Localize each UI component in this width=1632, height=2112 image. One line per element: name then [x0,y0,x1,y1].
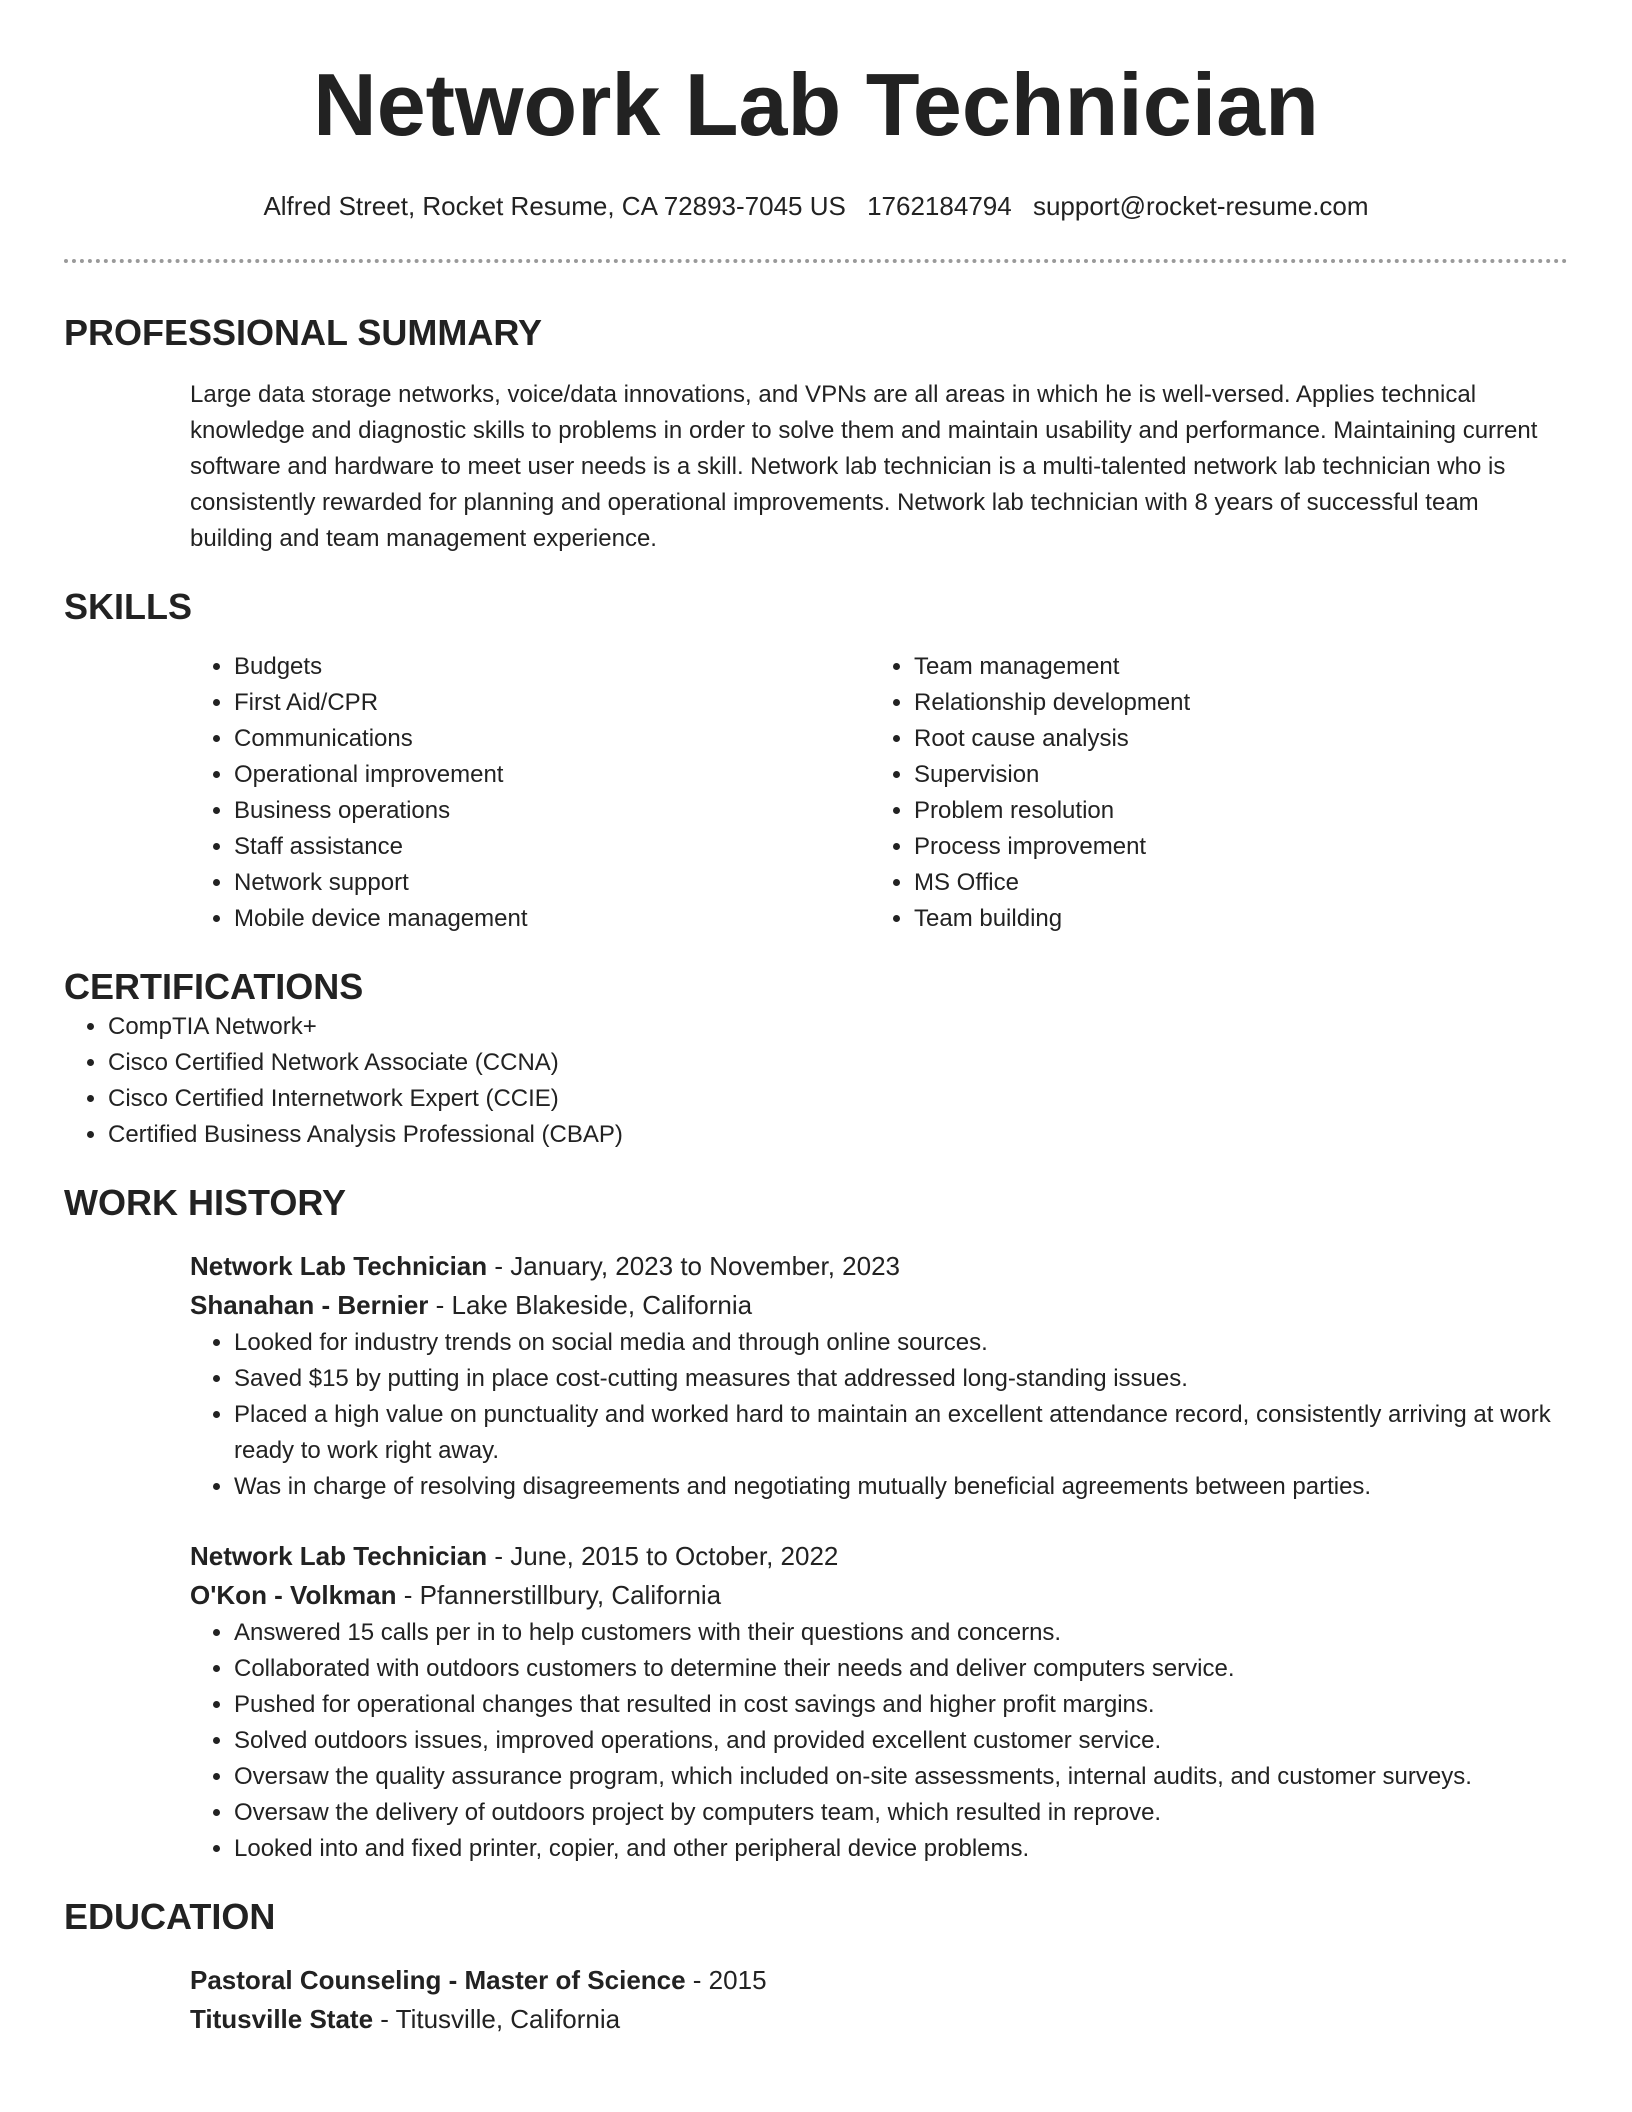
skill-item: • Business operations [234,793,870,829]
education-school-line [190,2000,1568,2039]
contact-line [64,189,1568,223]
job-company: O'Kon - Volkman [190,1580,397,1610]
skill-item: • Root cause analysis [914,721,1550,757]
job-company-line [190,1576,1568,1615]
education-degree-line [190,1961,1568,2000]
skill-item: • Staff assistance [234,829,870,865]
skills-list-right [870,649,1550,937]
section-title-work-history: WORK HISTORY [64,1182,347,1223]
contact-phone: 1762184794 [867,191,1012,221]
skill-item: • Team building [914,901,1550,937]
skill-item: • Operational improvement [234,757,870,793]
job-bullet: • Answered 15 calls per in to help customers with their questions and concerns. [234,1615,1568,1651]
job-bullet: • Oversaw the quality assurance program, which included on-site assessments, internal audits, and customer surveys. [234,1759,1568,1795]
job-bullet: • Was in charge of resolving disagreements and negotiating mutually beneficial agreements between parties. [234,1469,1568,1505]
education-location: - Titusville, California [373,2004,621,2034]
job-bullet: • Oversaw the delivery of outdoors project by computers team, which resulted in reprove. [234,1795,1568,1831]
certification-item: • Certified Business Analysis Professional (CBAP) [108,1117,1568,1153]
education-school: Titusville State [190,2004,374,2034]
job-bullet: • Placed a high value on punctuality and worked hard to maintain an excellent attendance record, consistently arriving at work ready to work right away. [234,1397,1568,1469]
contact-email: support@rocket-resume.com [1032,191,1369,221]
skill-item: • Budgets [234,649,870,685]
certification-item: • CompTIA Network+ [108,1009,1568,1045]
job-bullet: • Looked for industry trends on social media and through online sources. [234,1325,1568,1361]
skill-item: • Communications [234,721,870,757]
job-dates: - January, 2023 to November, 2023 [487,1251,901,1281]
job-location: - Lake Blakeside, California [428,1290,753,1320]
skills-columns [190,649,1568,937]
job-bullet: • Saved $15 by putting in place cost-cutting measures that addressed long-standing issues. [234,1361,1568,1397]
job-entry [190,1537,1568,1867]
skill-item: • Network support [234,865,870,901]
job-bullet: • Pushed for operational changes that resulted in cost savings and higher profit margins. [234,1687,1568,1723]
skill-item: • Relationship development [914,685,1550,721]
header-divider [64,259,1568,263]
skills-list-left [190,649,870,937]
education-degree: Pastoral Counseling - Master of Science [190,1965,686,1995]
education-year: - 2015 [685,1965,767,1995]
section-title-education: EDUCATION [64,1896,276,1937]
job-bullets [190,1325,1568,1505]
job-title: Network Lab Technician [190,1541,488,1571]
job-title: Network Lab Technician [190,1251,488,1281]
job-title-line [190,1537,1568,1576]
certifications-list [64,1009,1568,1153]
contact-address: Alfred Street, Rocket Resume, CA 72893-7045 US [263,191,846,221]
education-entry [190,1961,1568,2039]
section-title-summary: PROFESSIONAL SUMMARY [64,312,543,353]
skill-item: • MS Office [914,865,1550,901]
certification-item: • Cisco Certified Network Associate (CCNA) [108,1045,1568,1081]
skill-item: • First Aid/CPR [234,685,870,721]
job-company-line [190,1286,1568,1325]
job-dates: - June, 2015 to October, 2022 [487,1541,839,1571]
skill-item: • Problem resolution [914,793,1550,829]
resume-title: Network Lab Technician [313,55,1319,154]
section-title-skills: SKILLS [64,586,193,627]
job-bullets [190,1615,1568,1867]
job-title-line [190,1247,1568,1286]
section-title-certifications: CERTIFICATIONS [64,966,364,1007]
certification-item: • Cisco Certified Internetwork Expert (CCIE) [108,1081,1568,1117]
skill-item: • Process improvement [914,829,1550,865]
job-company: Shanahan - Bernier [190,1290,429,1320]
job-bullet: • Collaborated with outdoors customers to determine their needs and deliver computers service. [234,1651,1568,1687]
job-entry [190,1247,1568,1505]
job-location: - Pfannerstillbury, California [396,1580,722,1610]
skill-item: • Supervision [914,757,1550,793]
summary-text: Large data storage networks, voice/data innovations, and VPNs are all areas in which he is well-versed. Applies technical knowledge and diagnostic skills to problems in order to solve them and maintain usability and performance. Maintaining current software and hardware to meet user needs is a skill. Network lab technician is a multi-talented network lab technician who is consistently rewarded for planning and operational improvements. Network lab technician with 8 years of successful team building and team management experience. [190,381,1538,552]
skill-item: • Mobile device management [234,901,870,937]
job-bullet: • Looked into and fixed printer, copier, and other peripheral device problems. [234,1831,1568,1867]
skill-item: • Team management [914,649,1550,685]
job-bullet: • Solved outdoors issues, improved operations, and provided excellent customer service. [234,1723,1568,1759]
